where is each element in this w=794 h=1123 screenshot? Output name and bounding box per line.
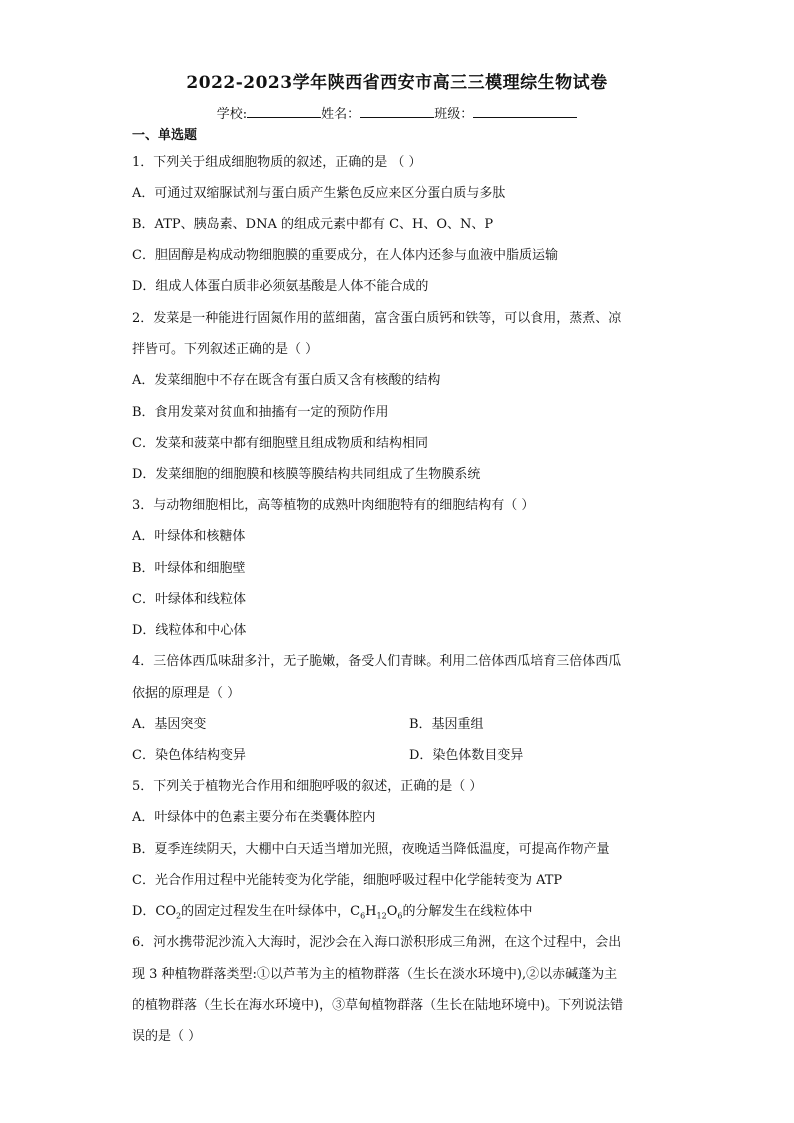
- question-5-option-b: B．夏季连续阴天，大棚中白天适当增加光照，夜晚适当降低温度，可提高作物产量: [132, 842, 610, 857]
- option-d-mid: 的固定过程发生在叶绿体中，C: [181, 904, 361, 919]
- question-2-option-b: B．食用发菜对贫血和抽搐有一定的预防作用: [132, 405, 389, 420]
- question-3-option-b: B．叶绿体和细胞壁: [132, 561, 246, 576]
- question-4-option-c: C．染色体结构变异: [132, 748, 246, 763]
- question-6-stem-line-4: 误的是（ ）: [132, 1029, 202, 1044]
- question-4-option-a: A．基因突变: [132, 717, 207, 732]
- question-3-option-a: A．叶绿体和核糖体: [132, 529, 246, 544]
- question-2-option-d: D．发菜细胞的细胞膜和核膜等膜结构共同组成了生物膜系统: [132, 467, 481, 482]
- question-1-stem: 1．下列关于组成细胞物质的叙述，正确的是 （ ）: [132, 155, 422, 170]
- option-d-suffix: 的分解发生在线粒体中: [402, 904, 533, 919]
- question-2-option-c: C．发菜和菠菜中都有细胞壁且组成物质和结构相同: [132, 436, 428, 451]
- question-4-option-b: B．基因重组: [409, 717, 484, 732]
- school-blank[interactable]: [247, 104, 321, 118]
- h-symbol: H: [365, 904, 377, 919]
- question-1-option-d: D．组成人体蛋白质非必须氨基酸是人体不能合成的: [132, 279, 429, 294]
- question-3-stem: 3．与动物细胞相比，高等植物的成熟叶肉细胞特有的细胞结构有（ ）: [132, 498, 535, 513]
- question-5-option-a: A．叶绿体中的色素主要分布在类囊体腔内: [132, 810, 376, 825]
- page-title: 2022-2023学年陕西省西安市高三三模理综生物试卷: [186, 73, 608, 93]
- question-5-option-d: [132, 900, 532, 921]
- question-4-stem-line-1: 4．三倍体西瓜味甜多汁，无子脆嫩，备受人们青睐。利用二倍体西瓜培育三倍体西瓜: [132, 654, 622, 669]
- question-1-option-b: B．ATP、胰岛素、DNA 的组成元素中都有 C、H、O、N、P: [132, 217, 494, 232]
- c-subscript: 6: [360, 911, 366, 921]
- question-4-option-d: D．染色体数目变异: [409, 748, 524, 763]
- class-blank[interactable]: [473, 104, 577, 118]
- question-2-stem-line-1: 2．发菜是一种能进行固氮作用的蓝细菌，富含蛋白质钙和铁等，可以食用，蒸煮、凉: [132, 311, 622, 326]
- question-3-option-c: C．叶绿体和线粒体: [132, 592, 246, 607]
- option-d-prefix: D．CO: [132, 904, 177, 919]
- name-label: 姓名：: [321, 107, 361, 122]
- student-info-line: [0, 103, 794, 122]
- school-label: 学校:: [216, 107, 248, 122]
- question-2-stem-line-2: 拌皆可。下列叙述正确的是（ ）: [132, 342, 319, 357]
- question-6-stem-line-3: 的植物群落（生长在海水环境中)，③草甸植物群落（生长在陆地环境中)。下列说法错: [132, 998, 624, 1013]
- name-blank[interactable]: [360, 104, 434, 118]
- question-5-stem: 5．下列关于植物光合作用和细胞呼吸的叙述，正确的是（ ）: [132, 779, 483, 794]
- section-heading: 一、单选题: [132, 128, 198, 143]
- h-subscript: 12: [376, 911, 387, 921]
- o-subscript: 6: [397, 911, 403, 921]
- o-symbol: O: [386, 904, 398, 919]
- question-6-stem-line-2: 现 3 种植物群落类型:①以芦苇为主的植物群落（生长在淡水环境中),②以赤碱蓬为主: [132, 967, 618, 982]
- question-2-option-a: A．发菜细胞中不存在既含有蛋白质又含有核酸的结构: [132, 373, 441, 388]
- question-3-option-d: D．线粒体和中心体: [132, 623, 247, 638]
- co2-subscript: 2: [176, 911, 182, 921]
- question-6-stem-line-1: 6．河水携带泥沙流入大海时，泥沙会在入海口淤积形成三角洲，在这个过程中，会出: [132, 935, 622, 950]
- question-1-option-c: C．胆固醇是构成动物细胞膜的重要成分，在人体内还参与血液中脂质运输: [132, 248, 558, 263]
- question-1-option-a: A．可通过双缩脲试剂与蛋白质产生紫色反应来区分蛋白质与多肽: [132, 186, 506, 201]
- question-4-stem-line-2: 依据的原理是（ ）: [132, 686, 241, 701]
- question-5-option-c: C．光合作用过程中光能转变为化学能，细胞呼吸过程中化学能转变为 ATP: [132, 873, 563, 888]
- class-label: 班级：: [434, 107, 474, 122]
